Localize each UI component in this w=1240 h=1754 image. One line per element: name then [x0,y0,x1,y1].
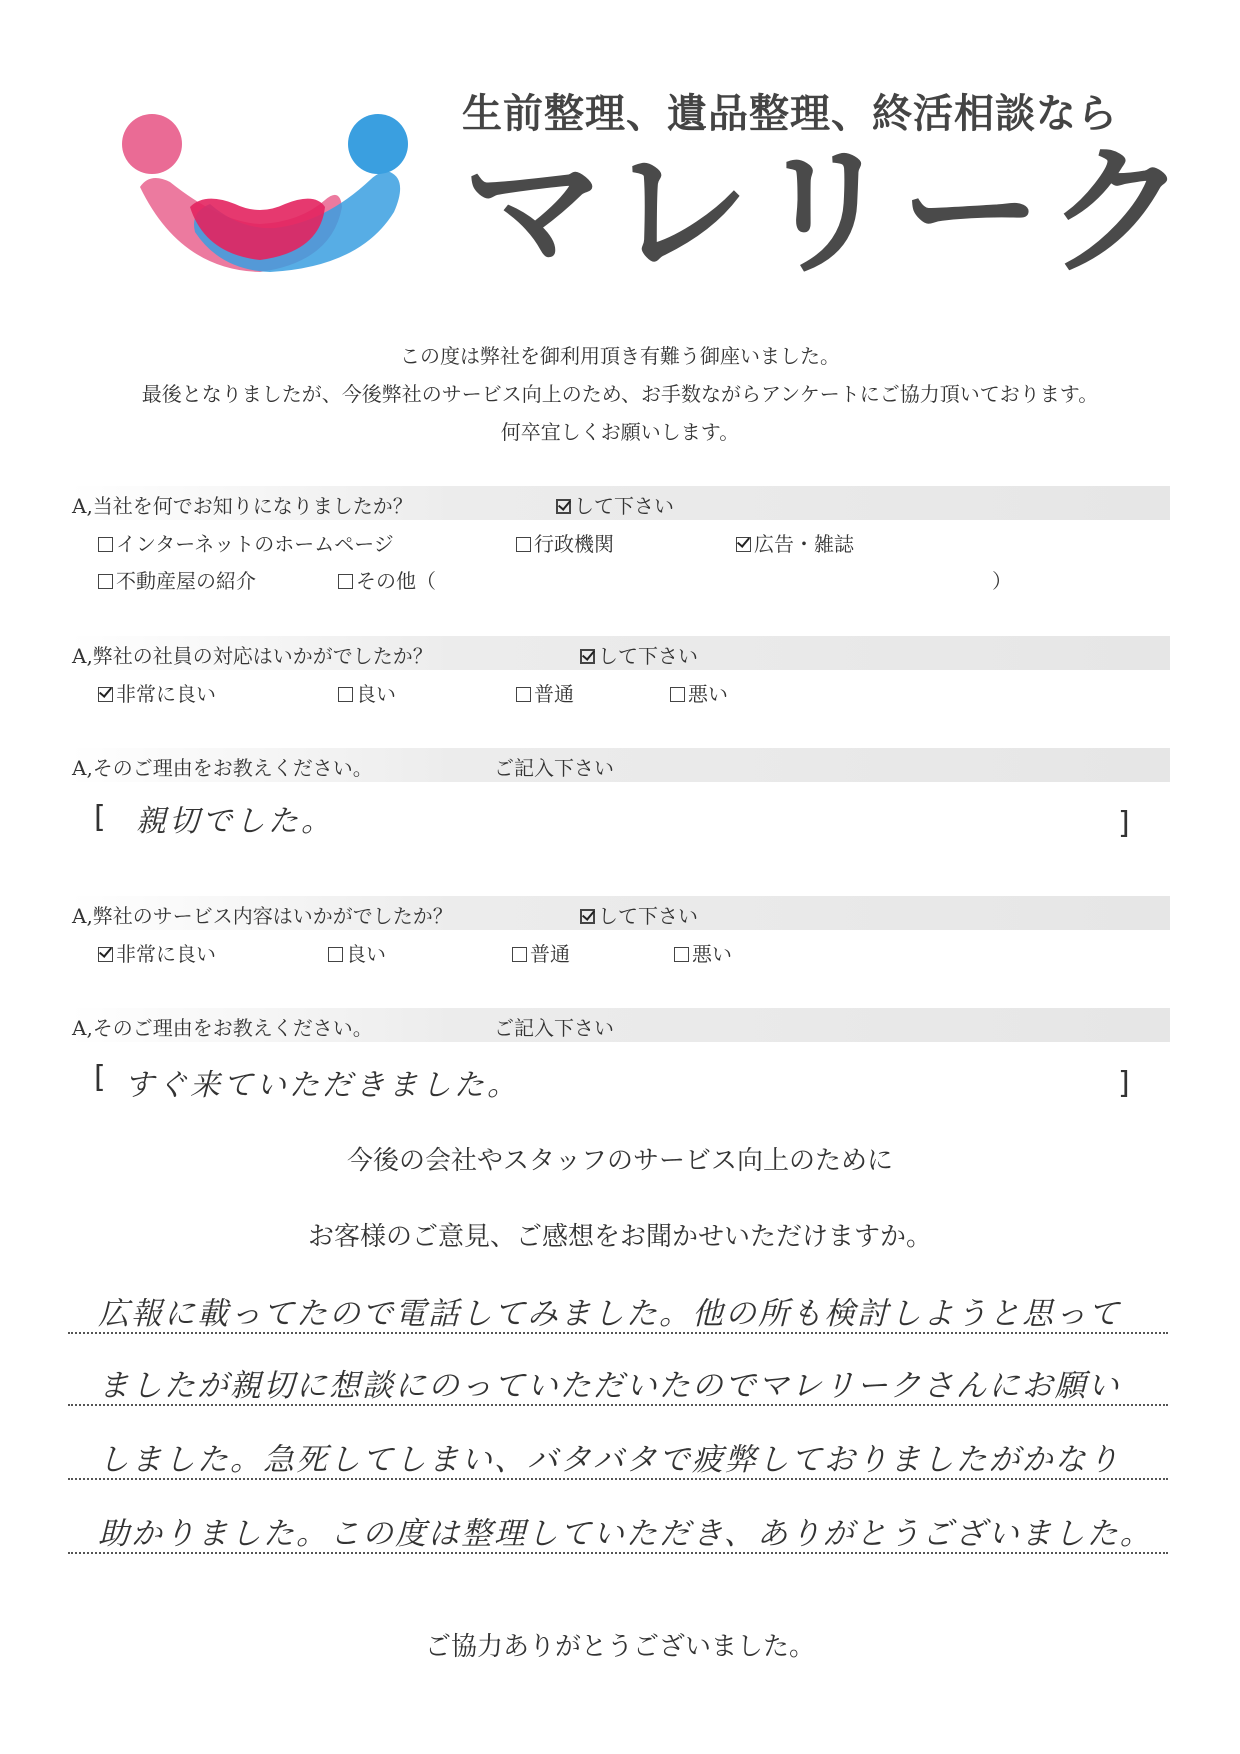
feedback-prompt-line-1: 今後の会社やスタッフのサービス向上のために [346,1146,893,1176]
question-4-instruction: して下さい [580,900,698,929]
q1-other-close: ） [992,569,1012,593]
instruction-checkbox-icon [556,499,571,514]
question-1-label: A,当社を何でお知りになりましたか？ [72,494,413,518]
feedback-prompt-line-2: お客様のご意見、ご感想をお聞かせいただけますか。 [307,1222,932,1252]
checkbox-icon[interactable] [516,537,531,552]
q4-option-good[interactable]: 良い [328,938,386,967]
question-4-label: A,弊社のサービス内容はいかがでしたか？ [72,904,453,928]
checkbox-checked-icon[interactable] [736,537,751,552]
q2-option-normal[interactable]: 普通 [516,678,574,707]
intro-line-3: 何卒宜しくお願いします。 [500,420,740,444]
checkbox-icon[interactable] [98,537,113,552]
feedback-text-2[interactable]: ましたが親切に想談にのっていただいたのでマレリークさんにお願い [98,1368,1121,1404]
q4-option-normal[interactable]: 普通 [512,938,570,967]
feedback-text-1[interactable]: 広報に載ってたので電話してみました。他の所も検討しようと思って [98,1296,1121,1332]
checkbox-icon[interactable] [338,687,353,702]
instruction-checkbox-icon [580,649,595,664]
checkbox-icon[interactable] [98,574,113,589]
feedback-text-4[interactable]: 助かりました。この度は整理していただき、ありがとうございました。 [98,1516,1153,1552]
q2-option-very-good[interactable]: 非常に良い [98,678,216,707]
feedback-line-1 [68,1284,1168,1334]
q2-option-bad[interactable]: 悪い [670,678,728,707]
checkbox-icon[interactable] [670,687,685,702]
logo-mark [110,112,420,292]
checkbox-checked-icon[interactable] [98,687,113,702]
checkbox-icon[interactable] [328,947,343,962]
question-3-label: A,そのご理由をお教えください。 [72,756,373,780]
brand-name: マレリーク [462,130,1192,295]
q1-option-internet[interactable]: インターネットのホームページ [98,528,394,557]
tagline: 生前整理、遺品整理、終活相談なら [462,91,1118,137]
answer-bracket-close: ] [1118,806,1130,841]
answer-bracket-close: ] [1118,1066,1130,1101]
question-1-instruction: して下さい [556,490,674,519]
closing-thanks: ご協力ありがとうございました。 [424,1632,815,1662]
question-3-instruction: ご記入下さい [494,756,614,780]
feedback-line-4 [68,1504,1168,1554]
answer-bracket-open: [ [94,1060,106,1095]
q1-option-advertisement[interactable]: 広告・雑誌 [736,528,854,557]
q4-option-very-good[interactable]: 非常に良い [98,938,216,967]
q1-option-government[interactable]: 行政機関 [516,528,614,557]
feedback-line-3 [68,1430,1168,1480]
q1-option-realestate[interactable]: 不動産屋の紹介 [98,565,256,594]
question-5-instruction: ご記入下さい [494,1016,614,1040]
instruction-checkbox-icon [580,909,595,924]
answer-bracket-open: [ [94,800,106,835]
feedback-text-3[interactable]: しました。急死してしまい、バタバタで疲弊しておりましたがかなり [98,1442,1121,1478]
intro-line-2: 最後となりましたが、今後弊社のサービス向上のため、お手数ながらアンケートにご協力頂いております。 [141,382,1099,406]
checkbox-icon[interactable] [516,687,531,702]
checkbox-icon[interactable] [512,947,527,962]
answer-5-text[interactable]: すぐ来ていただきました。 [124,1068,520,1103]
question-2-instruction: して下さい [580,640,698,669]
checkbox-checked-icon[interactable] [98,947,113,962]
feedback-line-2 [68,1356,1168,1406]
intro-line-1: この度は弊社を御利用頂き有難う御座いました。 [400,344,840,368]
answer-3-text[interactable]: 親切でした。 [136,804,334,839]
question-5-label: A,そのご理由をお教えください。 [72,1016,373,1040]
q2-option-good[interactable]: 良い [338,678,396,707]
q1-option-other[interactable]: その他（ [338,565,436,594]
question-2-label: A,弊社の社員の対応はいかがでしたか？ [72,644,433,668]
checkbox-icon[interactable] [674,947,689,962]
checkbox-icon[interactable] [338,574,353,589]
q4-option-bad[interactable]: 悪い [674,938,732,967]
